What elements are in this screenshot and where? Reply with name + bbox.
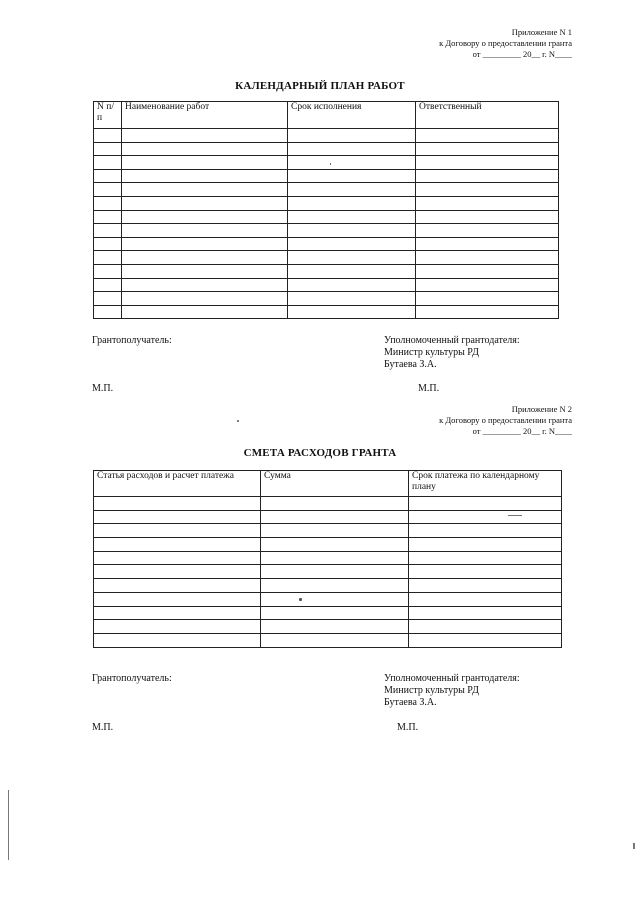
work-plan-cell [288, 251, 416, 265]
work-plan-cell [94, 129, 122, 143]
scan-mark [508, 515, 522, 516]
estimate-cell [409, 606, 562, 620]
work-plan-row [94, 196, 559, 210]
stamp-place-right-2: М.П. [397, 722, 419, 733]
estimate-cell [94, 606, 261, 620]
estimate-cell [94, 633, 261, 647]
estimate-cell [94, 579, 261, 593]
estimate-cell [94, 592, 261, 606]
estimate-cell [409, 565, 562, 579]
header-payment-term: Срок платежа по календарному плану [409, 471, 562, 497]
estimate-header-row [94, 471, 562, 497]
appendix-1-date-number: от _________ 20__ г. N____ [472, 49, 572, 59]
work-plan-cell [416, 210, 559, 224]
work-plan-cell [416, 237, 559, 251]
estimate-row [94, 620, 562, 634]
work-plan-cell [122, 305, 288, 319]
grant-estimate-table [93, 470, 562, 648]
work-plan-row [94, 305, 559, 319]
work-plan-row [94, 183, 559, 197]
estimate-row [94, 565, 562, 579]
header-work-name: Наименование работ [122, 102, 288, 129]
header-expense-item: Статья расходов и расчет платежа [94, 471, 261, 497]
estimate-cell [94, 551, 261, 565]
estimate-cell [94, 510, 261, 524]
work-plan-cell [416, 196, 559, 210]
work-plan-cell [94, 183, 122, 197]
estimate-row [94, 592, 562, 606]
appendix-2-header [439, 404, 572, 437]
scan-mark [633, 843, 635, 849]
grantor-block-2 [384, 673, 520, 709]
work-plan-cell [416, 169, 559, 183]
stamp-place-left-2: М.П. [92, 722, 114, 733]
grant-recipient-label-2: Грантополучатель: [92, 673, 172, 684]
work-plan-cell [122, 278, 288, 292]
work-plan-cell [94, 224, 122, 238]
work-plan-cell [122, 142, 288, 156]
estimate-row [94, 633, 562, 647]
estimate-cell [94, 538, 261, 552]
work-plan-cell [122, 169, 288, 183]
grantor-name-2: Бутаева З.А. [384, 697, 437, 708]
work-plan-cell [288, 237, 416, 251]
estimate-cell [409, 510, 562, 524]
estimate-cell [261, 565, 409, 579]
estimate-row [94, 551, 562, 565]
estimate-cell [261, 551, 409, 565]
work-plan-cell [288, 210, 416, 224]
work-plan-cell [94, 196, 122, 210]
work-plan-cell [122, 224, 288, 238]
work-plan-cell [94, 210, 122, 224]
grant-recipient-label-1: Грантополучатель: [92, 335, 172, 346]
work-plan-cell [288, 169, 416, 183]
work-plan-cell [288, 183, 416, 197]
work-plan-cell [416, 292, 559, 306]
estimate-cell [409, 551, 562, 565]
work-plan-cell [416, 129, 559, 143]
estimate-cell [409, 579, 562, 593]
work-plan-cell [288, 292, 416, 306]
work-plan-row [94, 129, 559, 143]
estimate-cell [261, 510, 409, 524]
header-deadline: Срок исполнения [288, 102, 416, 129]
work-plan-cell [122, 183, 288, 197]
estimate-title: СМЕТА РАСХОДОВ ГРАНТА [243, 447, 397, 459]
estimate-cell [409, 620, 562, 634]
header-number: N п/п [94, 102, 122, 129]
work-plan-cell [94, 156, 122, 170]
estimate-cell [261, 579, 409, 593]
appendix-2-date-number: от _________ 20__ г. N____ [472, 426, 572, 436]
work-plan-row [94, 292, 559, 306]
work-plan-cell [288, 264, 416, 278]
estimate-cell [409, 538, 562, 552]
appendix-2-contract-ref: к Договору о предоставлении гранта [439, 415, 572, 425]
grantor-name-1: Бутаева З.А. [384, 359, 437, 370]
work-plan-cell [94, 169, 122, 183]
stamp-place-right-1: М.П. [418, 383, 440, 394]
estimate-cell [261, 606, 409, 620]
estimate-cell [409, 592, 562, 606]
estimate-row [94, 606, 562, 620]
work-plan-cell [288, 196, 416, 210]
scan-speck [299, 598, 302, 601]
work-plan-cell [288, 305, 416, 319]
estimate-row [94, 510, 562, 524]
work-plan-cell [94, 251, 122, 265]
scan-edge-mark [8, 790, 9, 860]
work-plan-cell [416, 224, 559, 238]
estimate-row [94, 497, 562, 511]
estimate-row [94, 524, 562, 538]
work-plan-row [94, 169, 559, 183]
work-plan-cell [288, 224, 416, 238]
appendix-1-number: Приложение N 1 [511, 27, 572, 37]
work-plan-row [94, 264, 559, 278]
work-plan-row [94, 210, 559, 224]
work-plan-row [94, 142, 559, 156]
estimate-cell [94, 524, 261, 538]
estimate-cell [261, 497, 409, 511]
work-plan-row [94, 224, 559, 238]
work-plan-table [93, 101, 559, 319]
estimate-cell [409, 497, 562, 511]
estimate-row [94, 579, 562, 593]
work-plan-cell [416, 183, 559, 197]
grantor-title-1: Уполномоченный грантодателя: [384, 335, 520, 346]
work-plan-cell [122, 237, 288, 251]
estimate-cell [94, 620, 261, 634]
work-plan-cell [122, 251, 288, 265]
work-plan-cell [416, 156, 559, 170]
work-plan-row [94, 156, 559, 170]
work-plan-cell [288, 142, 416, 156]
grantor-block-1 [384, 335, 520, 371]
estimate-cell [261, 592, 409, 606]
estimate-row [94, 538, 562, 552]
work-plan-cell [416, 278, 559, 292]
work-plan-cell [416, 305, 559, 319]
work-plan-cell [122, 264, 288, 278]
work-plan-row [94, 278, 559, 292]
work-plan-cell [94, 292, 122, 306]
work-plan-cell [94, 278, 122, 292]
work-plan-cell [288, 278, 416, 292]
header-responsible: Ответственный [416, 102, 559, 129]
work-plan-row [94, 237, 559, 251]
appendix-2-number: Приложение N 2 [511, 404, 572, 414]
work-plan-cell [416, 264, 559, 278]
appendix-1-contract-ref: к Договору о предоставлении гранта [439, 38, 572, 48]
plan-title: КАЛЕНДАРНЫЙ ПЛАН РАБОТ [235, 80, 405, 92]
work-plan-cell [122, 292, 288, 306]
header-amount: Сумма [261, 471, 409, 497]
work-plan-cell [122, 129, 288, 143]
scan-speck [330, 163, 331, 165]
work-plan-cell [122, 156, 288, 170]
work-plan-row [94, 251, 559, 265]
grantor-position-1: Министр культуры РД [384, 347, 479, 358]
scan-speck [237, 420, 239, 422]
work-plan-cell [122, 210, 288, 224]
estimate-cell [94, 497, 261, 511]
work-plan-cell [94, 237, 122, 251]
work-plan-cell [288, 129, 416, 143]
work-plan-cell [416, 142, 559, 156]
estimate-cell [261, 633, 409, 647]
estimate-cell [409, 633, 562, 647]
work-plan-cell [122, 196, 288, 210]
stamp-place-left-1: М.П. [92, 383, 114, 394]
grantor-position-2: Министр культуры РД [384, 685, 479, 696]
work-plan-cell [416, 251, 559, 265]
grantor-title-2: Уполномоченный грантодателя: [384, 673, 520, 684]
estimate-cell [94, 565, 261, 579]
work-plan-cell [288, 156, 416, 170]
appendix-1-header [439, 27, 572, 60]
estimate-cell [261, 538, 409, 552]
work-plan-cell [94, 264, 122, 278]
estimate-cell [261, 620, 409, 634]
work-plan-cell [94, 142, 122, 156]
work-plan-header-row [94, 102, 559, 129]
work-plan-cell [94, 305, 122, 319]
estimate-cell [409, 524, 562, 538]
estimate-cell [261, 524, 409, 538]
